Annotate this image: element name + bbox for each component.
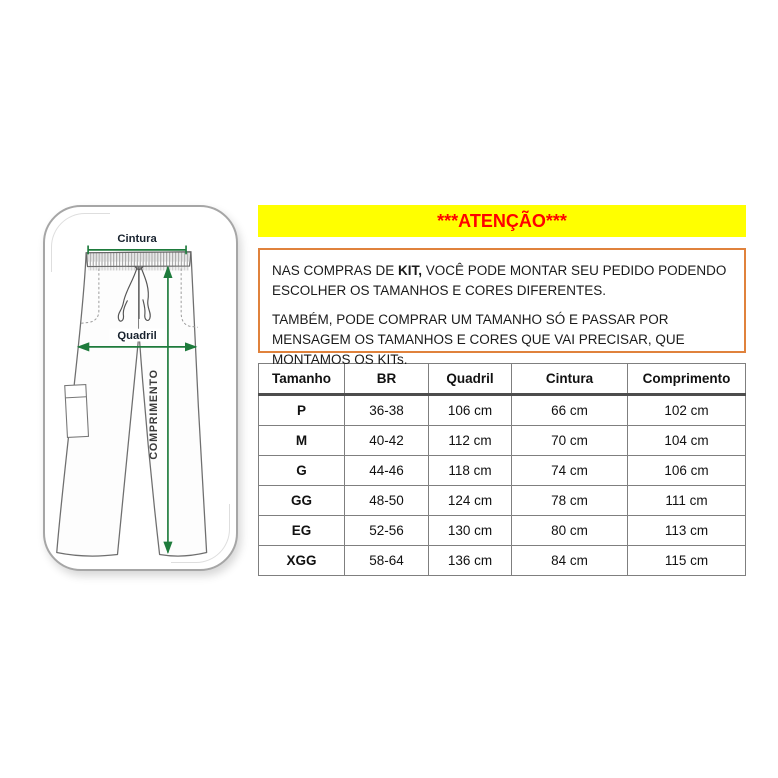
cintura-measure [88,233,186,254]
size-cell: EG [259,516,345,546]
br-cell: 48-50 [345,486,429,516]
cintura-cell: 70 cm [512,426,628,456]
comprimento-cell: 106 cm [628,456,746,486]
kit-info-paragraph-2: TAMBÉM, PODE COMPRAR UM TAMANHO SÓ E PASSAR POR MENSAGEM OS TAMANHOS E CORES QUE VAI PRECISAR, QUE MONTAMOS OS KITs. [272,312,685,367]
size-table [258,363,746,576]
quadril-label: Quadril [117,330,157,343]
size-cell: XGG [259,546,345,576]
cintura-cell: 74 cm [512,456,628,486]
kit-info-box [258,248,746,367]
pants-diagram-card [43,205,238,571]
cintura-cell: 80 cm [512,516,628,546]
attention-title: ***ATENÇÃO*** [437,211,567,231]
br-cell: 44-46 [345,456,429,486]
kit-info-paragraph-1 [272,261,732,301]
table-row [259,486,746,516]
col-header-cintura: Cintura [512,364,628,395]
kit-info-p1-bold: KIT, [398,263,423,278]
kit-info-p1-rest: VOCÊ PODE MONTAR SEU PEDIDO PODENDO ESCOLHER OS TAMANHOS E CORES DIFERENTES. [272,263,727,298]
col-header-comprimento: Comprimento [628,364,746,395]
pants-cargo-pocket [65,385,89,438]
cintura-label: Cintura [117,233,157,246]
br-cell: 52-56 [345,516,429,546]
quadril-cell: 118 cm [429,456,512,486]
comprimento-label: COMPRIMENTO [148,369,161,460]
size-cell: G [259,456,345,486]
table-row [259,426,746,456]
comprimento-cell: 113 cm [628,516,746,546]
cintura-cell: 78 cm [512,486,628,516]
br-cell: 40-42 [345,426,429,456]
pants-diagram [45,207,236,569]
col-header-quadril: Quadril [429,364,512,395]
attention-banner [258,205,746,237]
comprimento-cell: 115 cm [628,546,746,576]
br-cell: 58-64 [345,546,429,576]
cintura-cell: 84 cm [512,546,628,576]
col-header-tamanho: Tamanho [259,364,345,395]
table-row [259,456,746,486]
col-header-br: BR [345,364,429,395]
quadril-cell: 106 cm [429,395,512,426]
cintura-cell: 66 cm [512,395,628,426]
comprimento-cell: 111 cm [628,486,746,516]
quadril-cell: 112 cm [429,426,512,456]
comprimento-cell: 102 cm [628,395,746,426]
table-row [259,546,746,576]
table-row [259,395,746,426]
comprimento-cell: 104 cm [628,426,746,456]
quadril-cell: 136 cm [429,546,512,576]
size-cell: GG [259,486,345,516]
table-row [259,516,746,546]
quadril-cell: 124 cm [429,486,512,516]
kit-info-p1-text: NAS COMPRAS DE [272,263,399,278]
br-cell: 36-38 [345,395,429,426]
size-cell: M [259,426,345,456]
size-cell: P [259,395,345,426]
quadril-cell: 130 cm [429,516,512,546]
info-column [258,205,746,576]
